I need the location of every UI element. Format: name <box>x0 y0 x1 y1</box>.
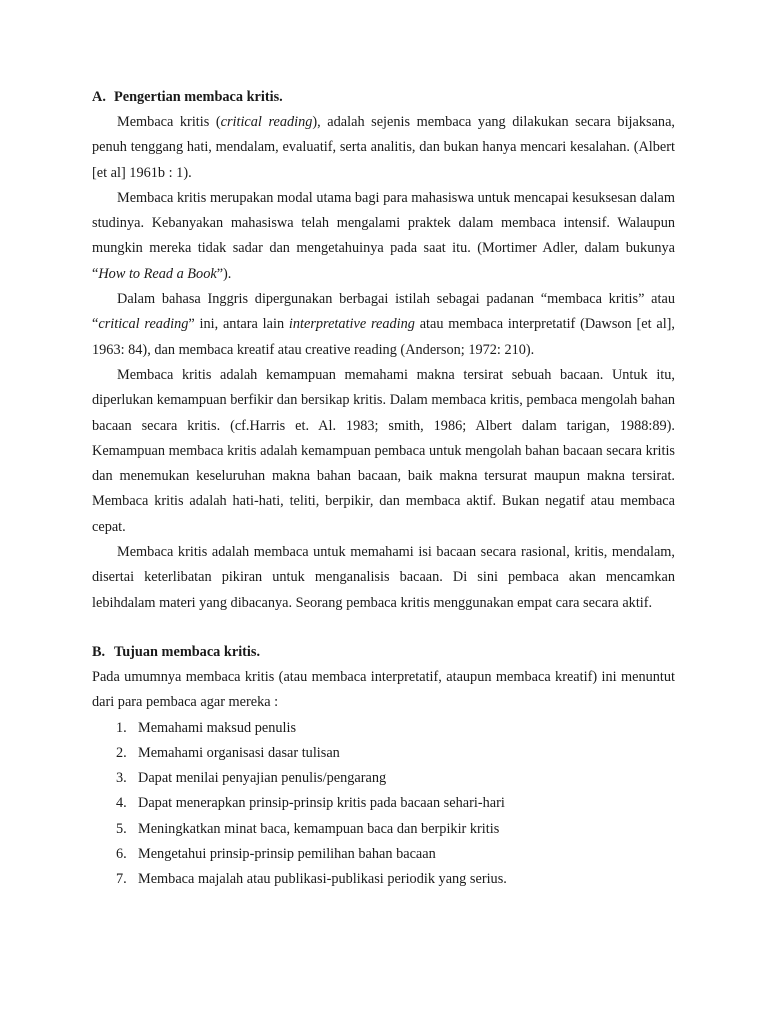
text-run: Membaca kritis merupakan modal utama bagi para mahasiswa untuk mencapai kesuksesan dalam studinya. Kebanyakan mahasiswa telah mengalami praktek dalam membaca intensif. Walaupun mungkin mereka tidak sadar dan mengetahuinya pada saat itu. (Mortimer Adler, dalam bukunya “ <box>92 189 675 282</box>
list-item-number: 6. <box>116 846 127 863</box>
list-item <box>92 741 675 766</box>
list-item-text: Dapat menilai penyajian penulis/pengarang <box>138 770 387 787</box>
list-item-number: 1. <box>116 719 127 736</box>
section-a-title: Pengertian membaca kritis. <box>114 89 283 105</box>
section-a-paragraph-4: Membaca kritis adalah kemampuan memahami makna tersirat sebuah bacaan. Untuk itu, diperlukan kemampuan berfikir dan bersikap kritis. Dalam membaca kritis, pembaca mengolah bahan bacaan secara kritis. (cf.Harris et. Al. 1983; smith, 1986; Albert dalam tarigan, 1988:89). Kemampuan membaca kritis adalah kemampuan pembaca untuk mengolah bahan bacaan secara kritis dan menemukan keseluruhan makna bahan bacaan, baik makna tersurat maupun makna tersirat. Membaca kritis adalah hati-hati, teliti, berpikir, dan membaca aktif. Bukan negatif atau membaca cepat. <box>92 366 675 535</box>
text-run: Dalam bahasa Inggris dipergunakan berbagai istilah sebagai padanan “membaca kritis” atau “ <box>92 291 675 333</box>
list-item <box>92 842 675 867</box>
list-item <box>92 817 675 842</box>
section-b-heading <box>92 640 675 665</box>
list-item-number: 3. <box>116 770 127 787</box>
list-item <box>92 716 675 741</box>
section-a-letter: A. <box>92 89 106 105</box>
section-a-heading <box>92 85 675 110</box>
list-item-text: Mengetahui prinsip-prinsip pemilihan bahan bacaan <box>138 846 436 863</box>
list-item-number: 4. <box>116 795 127 812</box>
list-item <box>92 766 675 791</box>
section-spacer <box>92 616 675 640</box>
text-run: Membaca kritis ( <box>117 114 221 130</box>
text-run: ” ini, antara lain <box>188 316 289 333</box>
list-item-text: Dapat menerapkan prinsip-prinsip kritis pada bacaan sehari-hari <box>138 795 505 812</box>
list-item-text: Membaca majalah atau publikasi-publikasi periodik yang serius. <box>138 871 507 888</box>
list-item-number: 2. <box>116 744 127 761</box>
list-item-text: Memahami organisasi dasar tulisan <box>138 744 340 761</box>
list-item <box>92 867 675 892</box>
italic-book-title: How to Read a Book <box>98 265 217 282</box>
text-run: ”). <box>216 265 232 282</box>
list-item-text: Memahami maksud penulis <box>138 719 297 736</box>
list-item <box>92 791 675 816</box>
objectives-list <box>92 716 675 893</box>
list-item-text: Meningkatkan minat baca, kemampuan baca dan berpikir kritis <box>138 820 500 837</box>
section-b-letter: B. <box>92 643 106 660</box>
section-a-paragraph-1 <box>92 110 675 186</box>
section-a-paragraph-2 <box>92 186 675 287</box>
document-body <box>92 85 675 893</box>
text-run: atau membaca interpretatif (Dawson [et al], 1963: 84), dan membaca kreatif atau creative reading (Anderson; 1972: 210). <box>92 316 676 358</box>
list-item-number: 7. <box>116 871 127 888</box>
text-run: ), adalah sejenis membaca yang dilakukan secara bijaksana, penuh tenggang hati, mendalam, evaluatif, serta analitis, dan bukan hanya mencari kesalahan. (Albert [et al] 1961b : 1). <box>92 114 675 181</box>
italic-term: critical reading <box>98 316 189 333</box>
section-b-intro: Pada umumnya membaca kritis (atau membaca interpretatif, ataupun membaca kreatif) ini menuntut dari para pembaca agar mereka : <box>92 668 675 711</box>
list-item-number: 5. <box>116 820 127 837</box>
italic-term: interpretative reading <box>288 316 415 333</box>
italic-term: critical reading <box>220 114 313 130</box>
section-b-title: Tujuan membaca kritis. <box>114 643 261 660</box>
section-a-paragraph-3 <box>92 287 675 363</box>
section-a-paragraph-5: Membaca kritis adalah membaca untuk memahami isi bacaan secara rasional, kritis, mendalam, disertai keterlibatan pikiran untuk menganalisis bacaan. Di sini pembaca akan mencamkan lebihdalam materi yang dibacanya. Seorang pembaca kritis menggunakan empat cara secara aktif. <box>92 544 675 611</box>
